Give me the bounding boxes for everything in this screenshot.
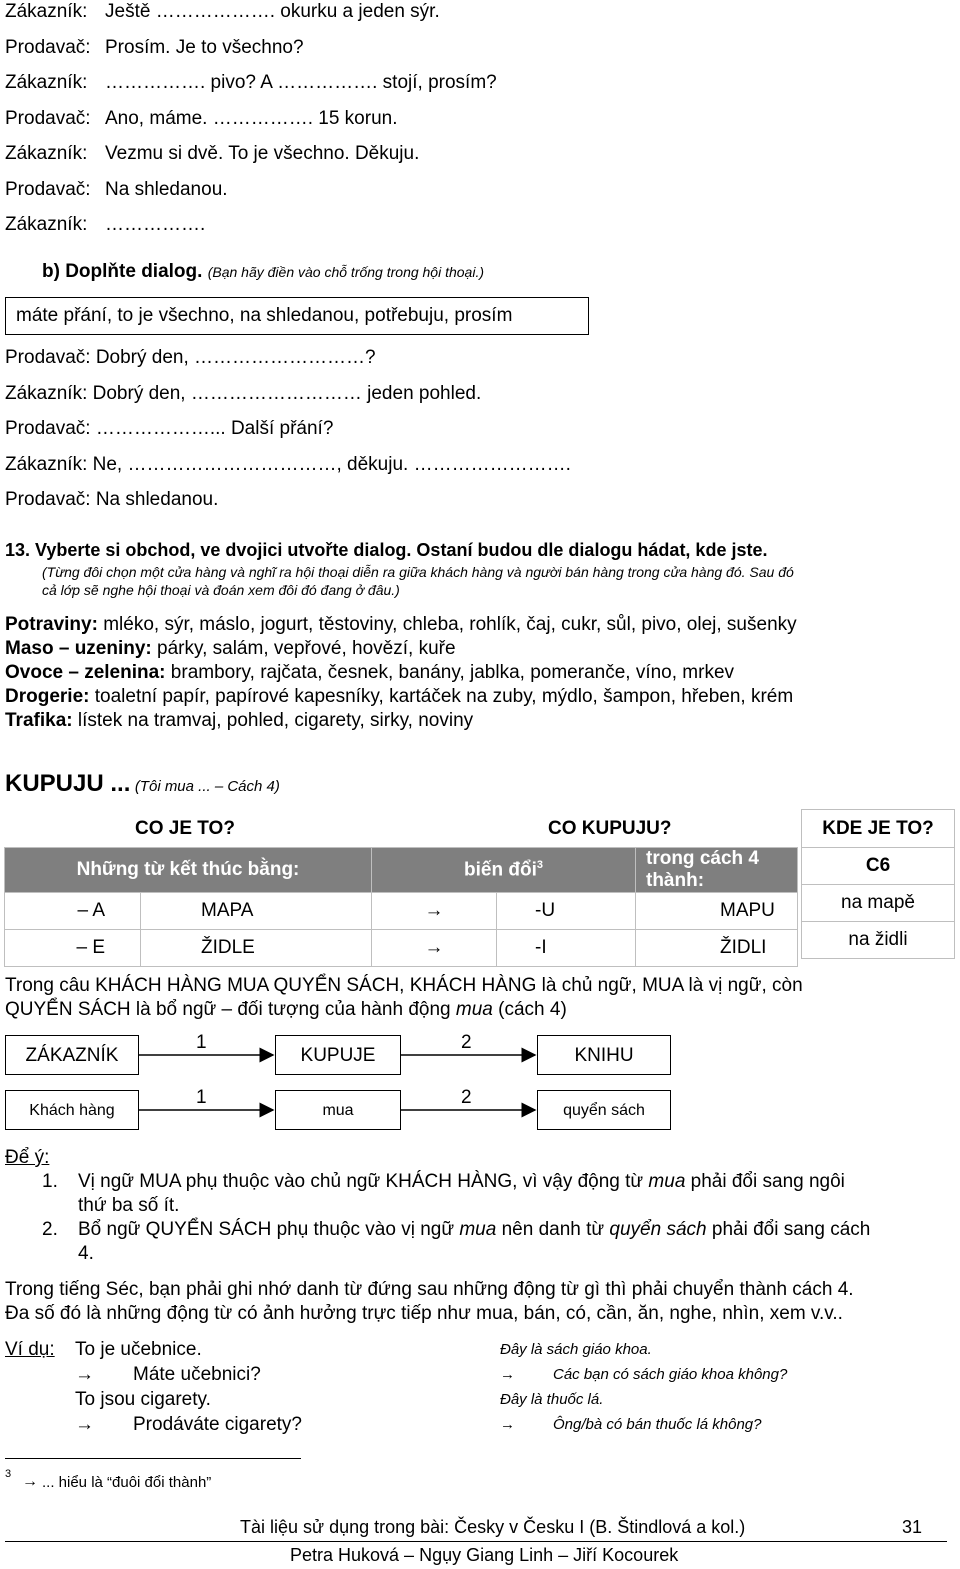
notes-title: Để ý: (5, 1147, 50, 1168)
shop-row (5, 637, 456, 661)
note-fragment: nên danh từ (496, 1219, 610, 1240)
footnote-arrow: → (22, 1473, 38, 1490)
footnote-num: 3 (5, 1468, 12, 1480)
diagram-num-2-top: 2 (461, 1032, 472, 1053)
change-cell: -U (497, 893, 636, 930)
kupuju-title: KUPUJU ... (5, 770, 131, 797)
explanation-line-1: Trong câu KHÁCH HÀNG MUA QUYỂN SÁCH, KHÁCH HÀNG là chủ ngữ, MUA là vị ngữ, còn (5, 975, 803, 996)
dialog-b-line: Prodavač: Dobrý den, ………………………? (5, 347, 376, 368)
ending-cell: – E (5, 930, 141, 967)
hdr-change (372, 848, 636, 893)
footer-source: Tài liệu sử dụng trong bài: Česky v Česku I (B. Štindlová a kol.) (240, 1517, 746, 1537)
explanation-line-2 (5, 998, 567, 1022)
result-cell: ŽIDLI (636, 930, 798, 967)
dialog-a-speaker: Prodavač: (5, 36, 91, 58)
diagram-num-2-bottom: 2 (461, 1087, 472, 1108)
word-cell: MAPA (141, 893, 372, 930)
where-row (802, 885, 955, 922)
shop-items: lístek na tramvaj, pohled, cigarety, sirky, noviny (72, 710, 474, 731)
word-cell: ŽIDLE (141, 930, 372, 967)
hdr-endings: Những từ kết thúc bằng: (5, 848, 372, 893)
where-cell: na židli (802, 922, 955, 959)
exercise-13-title: 13. Vyberte si obchod, ve dvojici utvořte dialog. Ostaní budou dle dialogu hádat, kde jste. (5, 540, 768, 560)
dialog-a-speaker: Zákazník: (5, 72, 88, 93)
where-table (801, 809, 955, 959)
dialog-a-text: Vezmu si dvě. To je všechno. Děkuju. (105, 143, 420, 164)
arrow-cell: → (372, 930, 497, 967)
example-vn: Ông/bà có bán thuốc lá không? (553, 1416, 762, 1433)
note-num: 1. (42, 1171, 58, 1192)
shop-row (5, 661, 734, 685)
footnote-ref: 3 (536, 858, 543, 871)
hdr-result: trong cách 4 thành: (636, 848, 798, 893)
dialog-a-speaker: Zákazník: (5, 143, 88, 164)
dialog-b-line: Prodavač: Na shledanou. (5, 489, 219, 510)
shop-row (5, 613, 797, 637)
note-fragment: Vị ngữ MUA phụ thuộc vào chủ ngữ KHÁCH HÀNG, vì vậy động từ (78, 1171, 649, 1192)
hdr-c6: C6 (802, 848, 955, 885)
example-arrow: → (75, 1364, 94, 1385)
kupuju-row (5, 930, 798, 967)
note-line-2: thứ ba số ít. (78, 1195, 180, 1216)
shop-items: párky, salám, vepřové, hovězí, kuře (151, 638, 456, 659)
dialog-a-text: Na shledanou. (105, 178, 228, 200)
dialog-b-line: Zákazník: Dobrý den, ……………………… jeden pohled. (5, 382, 482, 404)
example-cz: Máte učebnici? (133, 1364, 261, 1385)
example-vn: Đây là sách giáo khoa. (500, 1341, 652, 1358)
shop-items: mléko, sýr, máslo, jogurt, těstoviny, chleba, rohlík, čaj, cukr, sůl, pivo, olej, sušenky (97, 614, 797, 635)
rule-line-1: Trong tiếng Séc, bạn phải ghi nhớ danh từ đứng sau những động từ gì thì phải chuyển thành cách 4. (5, 1279, 854, 1300)
example-vn: Các bạn có sách giáo khoa không? (553, 1366, 788, 1383)
kupuju-heading (5, 770, 280, 798)
col-buy: CO KUPUJU? (548, 818, 672, 839)
explanation-line-2-b: mua (455, 999, 493, 1020)
note-num: 2. (42, 1219, 58, 1240)
rule-line-2: Đa số đó là những động từ có ảnh hưởng trực tiếp như mua, bán, có, cần, ăn, nghe, nhìn, xem v.v.. (5, 1303, 843, 1324)
dialog-a-text: Ještě ………………. okurku a jeden sýr. (105, 1, 440, 22)
dialog-a-text: ……………. pivo? A ……………. stojí, prosím? (105, 72, 497, 93)
examples-label: Ví dụ: (5, 1339, 55, 1360)
ending-cell: – A (5, 893, 141, 930)
dialog-a-text: Prosím. Je to všechno? (105, 36, 304, 58)
dialog-a-text: ……………. (105, 214, 206, 235)
note-fragment: mua (459, 1219, 497, 1240)
shop-row (5, 709, 473, 733)
dialog-a-speaker: Prodavač: (5, 107, 91, 129)
result-cell: MAPU (636, 893, 798, 930)
kupuju-subtitle: (Tôi mua ... – Cách 4) (134, 778, 280, 795)
shop-row (5, 685, 793, 709)
shop-label: Trafika: (5, 710, 73, 731)
explanation-line-2-c: (cách 4) (492, 999, 567, 1020)
section-b-title: b) Doplňte dialog. (42, 261, 203, 282)
footer-authors: Petra Huková – Ngụy Giang Linh – Jiří Kocourek (290, 1545, 679, 1565)
kupuju-header-row (5, 848, 798, 893)
footer-divider (5, 1541, 947, 1542)
dialog-b-line: Prodavač: ………………... Další přání? (5, 418, 334, 439)
dialog-a-speaker: Zákazník: (5, 214, 88, 235)
example-arrow-vn: → (500, 1366, 515, 1383)
example-cz: To je učebnice. (75, 1339, 202, 1360)
shop-label: Potraviny: (5, 614, 98, 635)
hdr-change-label: biến đổi (464, 859, 537, 881)
where-cell: na mapě (802, 885, 955, 922)
exercise-13-note-1: (Từng đôi chọn một cửa hàng và nghĩ ra hội thoại diễn ra giữa khách hàng và người bán hàng trong cửa hàng đó. Sau đó (42, 564, 794, 580)
note-fragment: mua (648, 1171, 686, 1192)
col-what: CO JE TO? (135, 818, 235, 839)
kupuju-row (5, 893, 798, 930)
shop-label: Drogerie: (5, 686, 90, 707)
diagram-subject-cz: ZÁKAZNÍK (25, 1045, 119, 1066)
diagram-verb-cz: KUPUJE (300, 1045, 376, 1066)
change-cell: -I (497, 930, 636, 967)
example-arrow-vn: → (500, 1416, 515, 1433)
arrow-cell: → (372, 893, 497, 930)
diagram-verb-vn: mua (322, 1102, 354, 1119)
note-fragment: Bổ ngữ QUYỂN SÁCH phụ thuộc vào vị ngữ (78, 1219, 460, 1240)
example-arrow: → (75, 1414, 94, 1435)
shop-label: Maso – uzeniny: (5, 638, 152, 659)
diagram-num-1-top: 1 (196, 1032, 207, 1053)
note-fragment: quyển sách (609, 1219, 707, 1240)
footnote-divider (5, 1458, 301, 1459)
note-line-1 (78, 1218, 870, 1242)
diagram-object-cz: KNIHU (574, 1045, 634, 1066)
kupuju-table (4, 847, 798, 967)
note-fragment: phải đổi sang cách (706, 1219, 871, 1240)
note-line-2: 4. (78, 1243, 94, 1264)
diagram-num-1-bottom: 1 (196, 1087, 207, 1108)
section-b-subtitle: (Bạn hãy điền vào chỗ trống trong hội thoại.) (207, 264, 485, 280)
where-row (802, 922, 955, 959)
section-b-heading (42, 260, 484, 284)
dialog-b-line: Zákazník: Ne, ……………………………, děkuju. ……………………. (5, 453, 571, 475)
shop-label: Ovoce – zelenina: (5, 662, 166, 683)
diagram-object-vn: quyển sách (563, 1102, 645, 1119)
shop-items: toaletní papír, papírové kapesníky, kartáček na zuby, mýdlo, šampon, hřeben, krém (89, 686, 794, 707)
dialog-a-speaker: Prodavač: (5, 178, 91, 200)
example-cz: To jsou cigarety. (75, 1389, 211, 1410)
exercise-13-note-2: cả lớp sẽ nghe hội thoại và đoán xem đôi đó đang ở đâu.) (42, 582, 400, 598)
note-line-1 (78, 1170, 845, 1194)
dialog-a-speaker: Zákazník: (5, 1, 88, 22)
diagram-subject-vn: Khách hàng (29, 1102, 115, 1119)
example-cz: Prodáváte cigarety? (133, 1414, 302, 1435)
col-where: KDE JE TO? (802, 810, 955, 848)
diagram-arrows (0, 1030, 700, 1140)
explanation-line-2-a: QUYỂN SÁCH là bổ ngữ – đối tượng của hành động (5, 999, 456, 1020)
footnote-text: ... hiểu là “đuôi đổi thành” (42, 1474, 212, 1491)
page-number: 31 (902, 1517, 923, 1537)
word-box (5, 297, 589, 335)
dialog-a-text: Ano, máme. ……………. 15 korun. (105, 107, 398, 129)
word-box-text: máte přání, to je všechno, na shledanou, potřebuju, prosím (16, 305, 513, 326)
example-vn: Đây là thuốc lá. (500, 1391, 604, 1408)
shop-items: brambory, rajčata, česnek, banány, jablka, pomeranče, víno, mrkev (165, 662, 735, 683)
note-fragment: phải đổi sang ngôi (685, 1171, 845, 1192)
